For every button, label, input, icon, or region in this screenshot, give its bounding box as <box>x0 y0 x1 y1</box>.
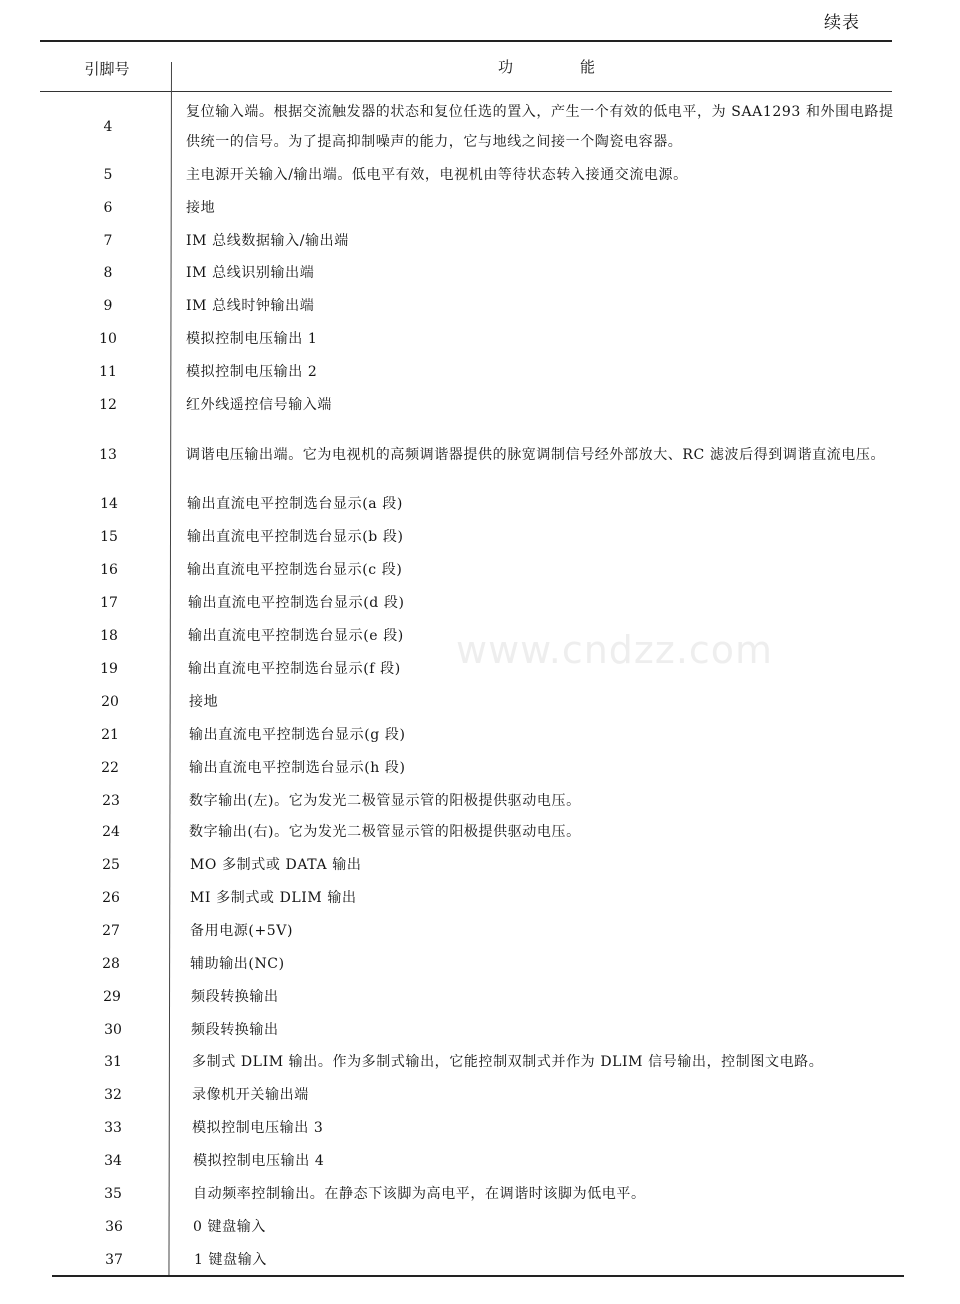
pin-number: 24 <box>102 824 120 840</box>
pin-number: 32 <box>104 1087 122 1103</box>
pin-number: 37 <box>105 1252 123 1268</box>
watermark: www.cndzz.com <box>456 628 774 672</box>
pin-number: 16 <box>100 562 118 578</box>
pin-function: 输出直流电平控制选台显示(h 段) <box>189 760 406 776</box>
column-header-pin: 引脚号 <box>84 60 130 78</box>
pin-number: 23 <box>102 793 120 809</box>
pin-number: 6 <box>103 200 113 216</box>
pin-number: 5 <box>103 167 113 183</box>
pin-function: 输出直流电平控制选台显示(f 段) <box>188 661 401 677</box>
pin-function: 多制式 DLIM 输出。作为多制式输出，它能控制双制式并作为 DLIM 信号输出，控制图文电路。 <box>192 1054 824 1070</box>
pin-number: 17 <box>100 595 118 611</box>
pin-number: 30 <box>104 1022 122 1038</box>
pin-number: 7 <box>103 233 113 249</box>
pin-number: 4 <box>103 119 113 135</box>
pin-function: 录像机开关输出端 <box>192 1087 309 1103</box>
pin-number: 36 <box>105 1219 123 1235</box>
pin-number: 9 <box>103 298 113 314</box>
pin-number: 29 <box>103 989 121 1005</box>
pin-number: 14 <box>100 496 118 512</box>
pin-number: 28 <box>102 956 120 972</box>
pin-number: 34 <box>104 1153 122 1169</box>
pin-number: 11 <box>99 364 117 380</box>
table-bottom-rule <box>52 1275 904 1277</box>
pin-function: MO 多制式或 DATA 输出 <box>190 857 362 873</box>
pin-function: 备用电源(+5V) <box>190 923 294 939</box>
pin-function: 输出直流电平控制选台显示(b 段) <box>187 529 404 545</box>
pin-number: 12 <box>99 397 117 413</box>
pin-number: 18 <box>100 628 118 644</box>
pin-number: 31 <box>104 1054 122 1070</box>
pin-function: 数字输出(左)。它为发光二极管显示管的阳极提供驱动电压。 <box>189 793 581 809</box>
pin-number: 20 <box>101 694 119 710</box>
pin-function: 输出直流电平控制选台显示(c 段) <box>187 562 403 578</box>
pin-function: 输出直流电平控制选台显示(d 段) <box>188 595 405 611</box>
pin-number: 33 <box>104 1120 122 1136</box>
table-header-rule <box>40 91 892 92</box>
pin-function: IM 总线时钟输出端 <box>186 298 315 314</box>
pin-function: 红外线遥控信号输入端 <box>186 397 332 413</box>
pin-function: 频段转换输出 <box>191 1022 279 1038</box>
pin-function: 输出直流电平控制选台显示(e 段) <box>188 628 404 644</box>
pin-function: 接地 <box>189 694 219 710</box>
pin-function: 接地 <box>186 200 216 216</box>
pin-function: IM 总线识别输出端 <box>186 265 315 281</box>
pin-function: 复位输入端。根据交流触发器的状态和复位任选的置入，产生一个有效的低电平，为 SAA1293 和外围电路提供统一的信号。为了提高抑制噪声的能力，它与地线之间接一个陶瓷电容器。 <box>186 104 894 150</box>
pin-function: 模拟控制电压输出 4 <box>193 1153 325 1169</box>
pin-function: 主电源开关输入/输出端。低电平有效，电视机由等待状态转入接通交流电源。 <box>186 167 688 183</box>
pin-number: 25 <box>102 857 120 873</box>
pin-function: IM 总线数据输入/输出端 <box>186 233 349 249</box>
pin-number: 21 <box>101 727 119 743</box>
pin-function: MI 多制式或 DLIM 输出 <box>190 890 357 906</box>
pin-function: 模拟控制电压输出 3 <box>192 1120 324 1136</box>
table-top-rule <box>40 40 892 42</box>
pin-function: 自动频率控制输出。在静态下该脚为高电平，在调谐时该脚为低电平。 <box>193 1186 646 1202</box>
pin-number: 26 <box>102 890 120 906</box>
pin-function: 输出直流电平控制选台显示(g 段) <box>189 727 406 743</box>
pin-function: 输出直流电平控制选台显示(a 段) <box>187 496 403 512</box>
pin-number: 8 <box>103 265 113 281</box>
pin-number: 10 <box>99 331 117 347</box>
pin-number: 19 <box>100 661 118 677</box>
pin-function: 数字输出(右)。它为发光二极管显示管的阳极提供驱动电压。 <box>189 824 581 840</box>
column-divider <box>168 62 172 1275</box>
pin-function: 辅助输出(NC) <box>190 956 285 972</box>
pin-function: 模拟控制电压输出 2 <box>186 364 318 380</box>
pin-number: 35 <box>104 1186 122 1202</box>
pin-function: 0 键盘输入 <box>193 1219 266 1235</box>
pin-number: 22 <box>101 760 119 776</box>
pin-function: 调谐电压输出端。它为电视机的高频调谐器提供的脉宽调制信号经外部放大、RC 滤波后得到调谐直流电压。 <box>186 447 886 463</box>
pin-function: 模拟控制电压输出 1 <box>186 331 318 347</box>
pin-number: 27 <box>102 923 120 939</box>
pin-function: 频段转换输出 <box>191 989 279 1005</box>
pin-number: 15 <box>100 529 118 545</box>
pin-function: 1 键盘输入 <box>194 1252 267 1268</box>
column-header-function: 功 能 <box>498 58 622 76</box>
continued-label: 续表 <box>824 13 860 33</box>
pin-number: 13 <box>99 447 117 463</box>
